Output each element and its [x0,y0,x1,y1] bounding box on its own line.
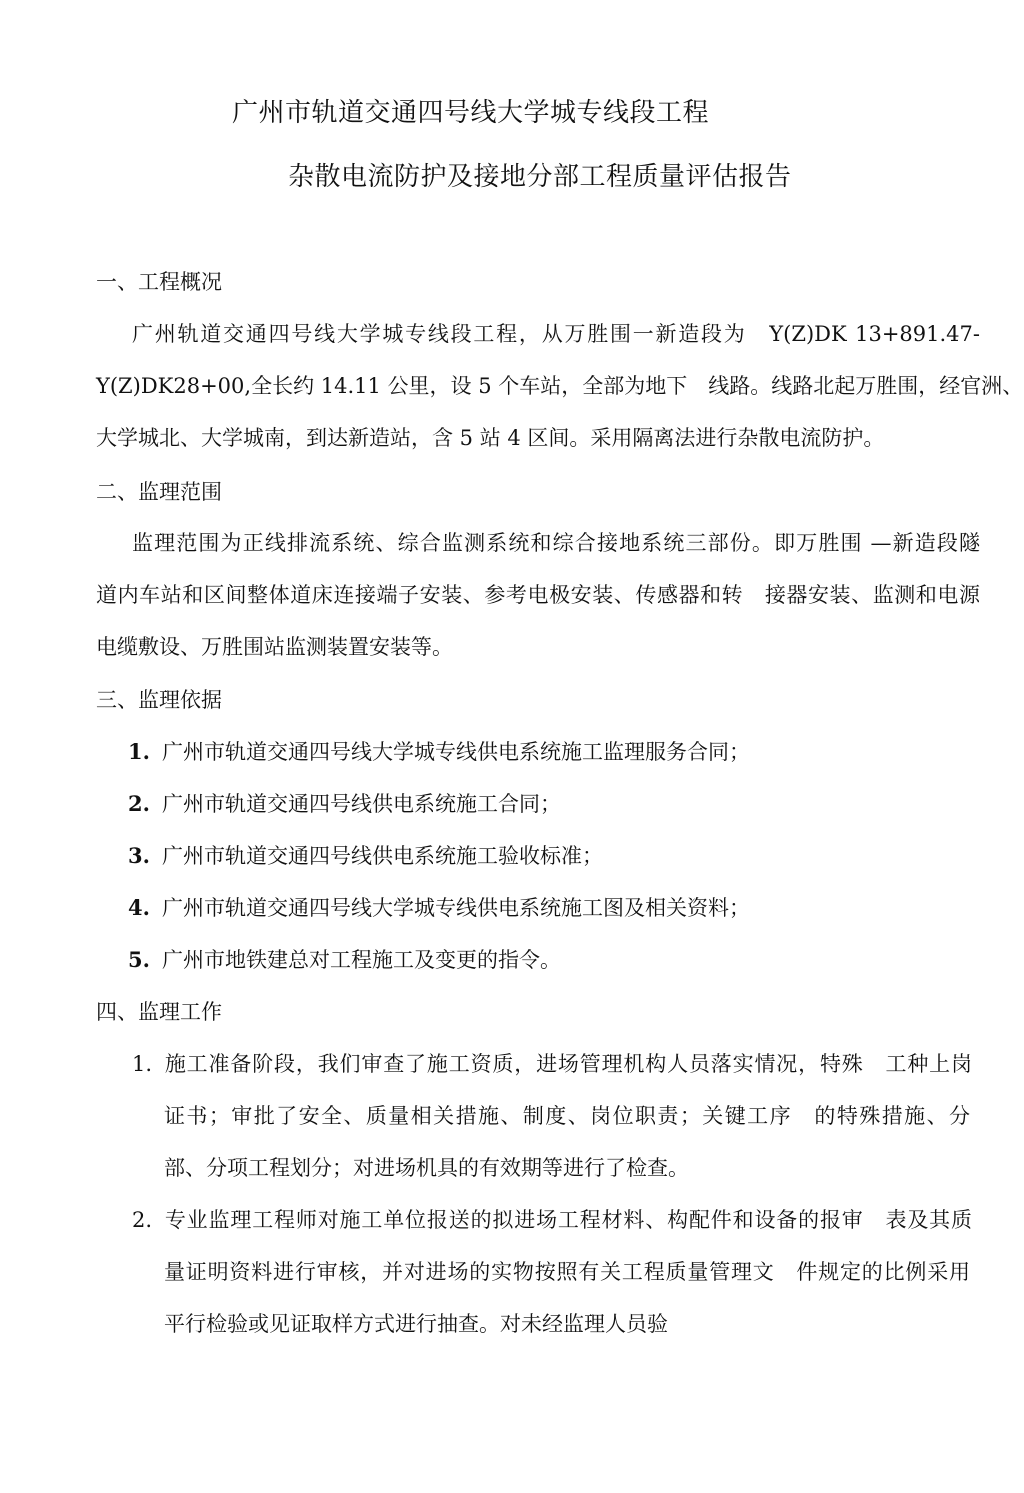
work-item-number: 1. [132,1052,153,1076]
section-1-heading: 一、工程概况 [96,270,222,294]
work-item-2-line-2: 量证明资料进行审核，并对进场的实物按照有关工程质量管理文 件规定的比例采用 [164,1260,970,1284]
basis-item [128,840,603,870]
basis-item-text: 广州市轨道交通四号线供电系统施工合同； [162,792,561,816]
title-line-1: 广州市轨道交通四号线大学城专线段工程 [232,98,710,128]
section-1-line-2: Y(Z)DK28+00,全长约 14.11 公里，设 5 个车站，全部为地下 线路。线路北起万胜围，经官洲、 [96,374,1024,398]
basis-item-text: 广州市轨道交通四号线大学城专线供电系统施工监理服务合同； [162,740,750,764]
section-1-line-3: 大学城北、大学城南，到达新造站，含 5 站 4 区间。采用隔离法进行杂散电流防护。 [96,426,885,450]
work-item-2-line-1 [132,1204,972,1234]
basis-item [128,736,750,766]
work-item-number: 2. [132,1208,153,1232]
work-item-text: 施工准备阶段，我们审查了施工资质，进场管理机构人员落实情况，特殊 工种上岗 [164,1052,972,1076]
basis-item-number: 4. [128,895,150,920]
section-3-heading: 三、监理依据 [96,688,222,712]
basis-item-number: 3. [128,843,150,868]
basis-item [128,892,750,922]
section-1-line-1: 广州轨道交通四号线大学城专线段工程，从万胜围一新造段为 Y(Z)DK 13+891.47- [132,322,980,346]
basis-item-number: 1. [128,739,150,764]
work-item-1-line-2: 证书；审批了安全、质量相关措施、制度、岗位职责；关键工序 的特殊措施、分 [164,1104,970,1128]
basis-item-text: 广州市轨道交通四号线供电系统施工验收标准； [162,844,603,868]
basis-item [128,788,561,818]
basis-item-number: 5. [128,947,150,972]
work-item-1-line-1 [132,1048,972,1078]
work-item-2-line-3: 平行检验或见证取样方式进行抽查。对未经监理人员验 [164,1312,668,1336]
work-item-text: 专业监理工程师对施工单位报送的拟进场工程材料、构配件和设备的报审 表及其质 [164,1208,972,1232]
section-2-line-3: 电缆敷设、万胜围站监测装置安装等。 [96,635,453,659]
section-2-line-1: 监理范围为正线排流系统、综合监测系统和综合接地系统三部份。即万胜围 —新造段隧 [132,531,980,555]
section-2-heading: 二、监理范围 [96,480,222,504]
work-item-1-line-3: 部、分项工程划分；对进场机具的有效期等进行了检查。 [164,1156,689,1180]
basis-item-text: 广州市地铁建总对工程施工及变更的指令。 [162,948,561,972]
basis-item [128,944,561,974]
basis-item-number: 2. [128,791,150,816]
basis-item-text: 广州市轨道交通四号线大学城专线供电系统施工图及相关资料； [162,896,750,920]
section-2-line-2: 道内车站和区间整体道床连接端子安装、参考电极安装、传感器和转 接器安装、监测和电源 [96,583,980,607]
title-line-2: 杂散电流防护及接地分部工程质量评估报告 [288,162,792,192]
section-4-heading: 四、监理工作 [96,1000,222,1024]
